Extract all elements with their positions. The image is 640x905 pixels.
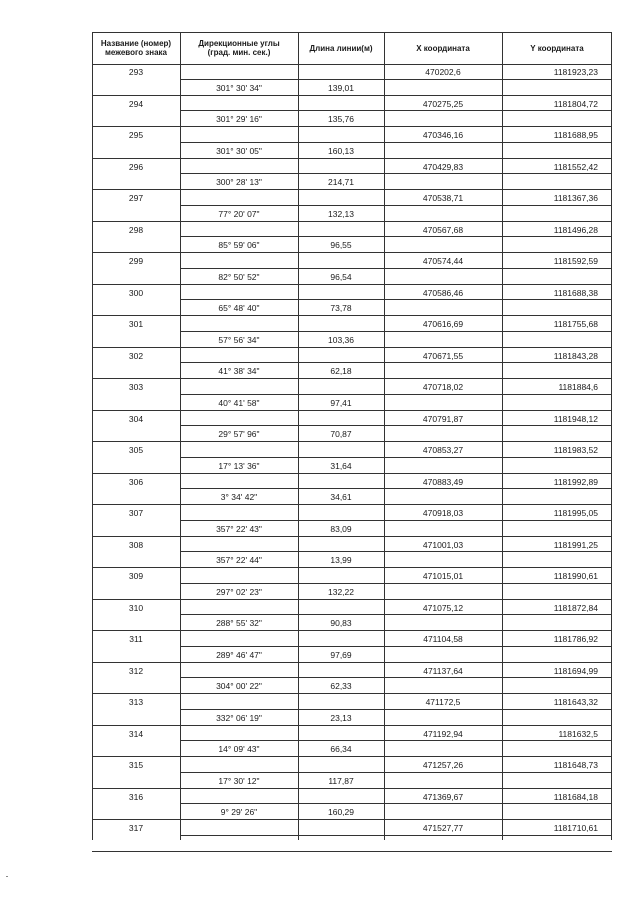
y-coordinate-value: 1181710,61 xyxy=(553,823,598,833)
y-coordinate-value: 1181367,36 xyxy=(553,193,598,203)
y-coordinate-cell xyxy=(502,130,612,140)
y-coordinate-cell xyxy=(502,382,612,392)
point-name-cell: 312 xyxy=(128,665,144,676)
line-length-cell: 132,22 xyxy=(328,586,354,597)
row-divider xyxy=(92,252,612,253)
column-divider xyxy=(384,32,385,840)
x-coordinate-cell: 470616,69 xyxy=(422,319,464,329)
x-coordinate-cell: 470567,68 xyxy=(422,224,464,235)
y-coordinate-value: 1181688,95 xyxy=(553,130,598,140)
row-divider xyxy=(180,173,612,174)
point-name-cell: 299 xyxy=(128,256,144,266)
direction-angle-cell: 14° 09' 43" xyxy=(218,744,260,755)
point-name-cell: 306 xyxy=(128,476,144,487)
line-length-cell: 97,41 xyxy=(330,397,352,408)
row-divider xyxy=(92,788,612,789)
y-coordinate-value: 1181694,99 xyxy=(553,665,598,676)
direction-angle-cell: 357° 22' 43" xyxy=(216,523,262,534)
y-coordinate-value: 1181872,84 xyxy=(553,602,598,613)
direction-angle-cell: 357° 22' 44" xyxy=(216,555,262,566)
direction-angle-cell: 289° 46' 47" xyxy=(216,649,262,660)
y-coordinate-cell xyxy=(502,256,612,266)
y-coordinate-cell xyxy=(502,193,612,203)
y-coordinate-value: 1181632,5 xyxy=(558,728,598,739)
row-divider xyxy=(180,835,612,836)
line-length-cell: 23,13 xyxy=(330,712,352,723)
row-divider xyxy=(92,221,612,222)
row-divider xyxy=(92,504,612,505)
line-length-cell: 96,54 xyxy=(330,271,352,282)
line-length-cell: 103,36 xyxy=(328,334,354,345)
row-divider xyxy=(92,693,612,694)
y-coordinate-value: 1181843,28 xyxy=(553,350,598,361)
y-coordinate-cell xyxy=(502,666,612,676)
row-divider xyxy=(92,32,612,33)
x-coordinate-cell: 470275,25 xyxy=(422,98,464,109)
y-coordinate-cell xyxy=(502,445,612,455)
line-length-cell: 31,64 xyxy=(330,460,352,471)
direction-angle-cell: 77° 20' 07" xyxy=(218,208,260,219)
x-coordinate-cell: 471172,5 xyxy=(425,697,461,707)
y-coordinate-cell xyxy=(502,225,612,235)
point-name-cell: 298 xyxy=(128,224,144,235)
x-coordinate-cell: 470671,55 xyxy=(422,350,464,361)
point-name-cell: 300 xyxy=(128,287,144,298)
header-direction-angle: Дирекционные углы (град. мин. сек.) xyxy=(198,39,280,57)
direction-angle-cell: 301° 30' 05" xyxy=(216,145,262,156)
line-length-cell: 62,33 xyxy=(330,681,352,692)
y-coordinate-value: 1181884,6 xyxy=(558,382,598,392)
row-divider xyxy=(180,457,612,458)
direction-angle-cell: 9° 29' 26" xyxy=(220,807,258,818)
row-divider xyxy=(92,662,612,663)
row-divider xyxy=(180,236,612,237)
header-line-length: Длина линии(м) xyxy=(309,43,373,53)
direction-angle-cell: 41° 38' 34" xyxy=(218,366,260,377)
y-coordinate-value: 1181995,05 xyxy=(553,508,598,518)
direction-angle-cell: 300° 28' 13" xyxy=(216,177,262,188)
direction-angle-cell: 57° 56' 34" xyxy=(218,334,260,345)
point-name-cell: 294 xyxy=(128,98,144,109)
y-coordinate-value: 1181992,89 xyxy=(553,476,598,487)
x-coordinate-cell: 470538,71 xyxy=(422,193,464,203)
row-divider xyxy=(180,677,612,678)
column-divider xyxy=(611,32,612,840)
row-divider xyxy=(92,410,612,411)
row-divider xyxy=(92,284,612,285)
x-coordinate-cell: 470791,87 xyxy=(422,413,464,424)
y-coordinate-value: 1181923,23 xyxy=(553,67,598,77)
line-length-cell: 160,29 xyxy=(328,807,354,818)
row-divider xyxy=(180,803,612,804)
direction-angle-cell: 301° 30' 34" xyxy=(216,82,262,93)
row-divider xyxy=(92,441,612,442)
x-coordinate-cell: 471104,58 xyxy=(423,634,463,644)
y-coordinate-value: 1181948,12 xyxy=(553,413,598,424)
y-coordinate-cell xyxy=(502,288,612,298)
y-coordinate-cell xyxy=(502,67,612,77)
x-coordinate-cell: 470586,46 xyxy=(422,287,464,298)
header-point-name: Название (номер) межевого знака xyxy=(100,39,172,57)
line-length-cell: 132,13 xyxy=(328,208,354,219)
y-coordinate-cell xyxy=(502,414,612,424)
row-divider xyxy=(92,126,612,127)
line-length-cell: 160,13 xyxy=(328,145,354,156)
header-y-coordinate: Y координата xyxy=(530,43,584,53)
x-coordinate-cell: 471369,67 xyxy=(422,791,464,802)
row-divider xyxy=(180,362,612,363)
x-coordinate-cell: 471137,64 xyxy=(423,665,463,676)
x-coordinate-cell: 470883,49 xyxy=(422,476,464,487)
x-coordinate-cell: 470574,44 xyxy=(422,256,464,266)
point-name-cell: 302 xyxy=(128,350,144,361)
row-divider xyxy=(180,551,612,552)
row-divider xyxy=(180,142,612,143)
row-divider xyxy=(92,473,612,474)
direction-angle-cell: 65° 48' 40" xyxy=(218,303,260,314)
scan-mark xyxy=(6,876,8,877)
line-length-cell: 117,87 xyxy=(328,775,354,786)
point-name-cell: 316 xyxy=(128,791,144,802)
line-length-cell: 214,71 xyxy=(328,177,354,188)
row-divider xyxy=(92,725,612,726)
y-coordinate-cell xyxy=(502,477,612,487)
point-name-cell: 310 xyxy=(128,602,144,613)
table-header xyxy=(92,32,612,64)
row-divider xyxy=(180,299,612,300)
row-divider xyxy=(92,189,612,190)
y-coordinate-value: 1181804,72 xyxy=(553,98,598,109)
row-divider xyxy=(180,394,612,395)
y-coordinate-cell xyxy=(502,603,612,613)
point-name-cell: 297 xyxy=(128,193,144,203)
y-coordinate-cell xyxy=(502,508,612,518)
row-divider xyxy=(180,614,612,615)
y-coordinate-cell xyxy=(502,792,612,802)
y-coordinate-cell xyxy=(502,697,612,707)
row-divider xyxy=(92,819,612,820)
line-length-cell: 13,99 xyxy=(330,555,352,566)
y-coordinate-cell xyxy=(502,760,612,770)
direction-angle-cell: 40° 41' 58" xyxy=(218,397,260,408)
y-coordinate-value: 1181983,52 xyxy=(553,445,598,455)
line-length-cell: 135,76 xyxy=(328,114,354,125)
y-coordinate-value: 1181688,38 xyxy=(553,287,598,298)
row-divider xyxy=(92,536,612,537)
y-coordinate-value: 1181684,18 xyxy=(553,791,598,802)
x-coordinate-cell: 471015,01 xyxy=(422,571,464,581)
y-coordinate-cell xyxy=(502,571,612,581)
point-name-cell: 295 xyxy=(128,130,144,140)
point-name-cell: 309 xyxy=(128,571,144,581)
y-coordinate-value: 1181643,32 xyxy=(553,697,598,707)
row-divider xyxy=(92,756,612,757)
x-coordinate-cell: 470718,02 xyxy=(422,382,464,392)
row-divider xyxy=(180,709,612,710)
boundary-coordinates-table xyxy=(92,32,612,840)
row-divider xyxy=(92,630,612,631)
row-divider xyxy=(180,110,612,111)
point-name-cell: 314 xyxy=(128,728,144,739)
point-name-cell: 301 xyxy=(128,319,144,329)
y-coordinate-value: 1181648,73 xyxy=(553,760,598,770)
line-length-cell: 66,34 xyxy=(330,744,352,755)
direction-angle-cell: 17° 30' 12" xyxy=(218,775,260,786)
point-name-cell: 296 xyxy=(128,161,144,172)
direction-angle-cell: 332° 06' 19" xyxy=(216,712,262,723)
y-coordinate-cell xyxy=(502,729,612,739)
y-coordinate-cell xyxy=(502,99,612,109)
y-coordinate-value: 1181552,42 xyxy=(553,161,598,172)
row-divider xyxy=(180,268,612,269)
row-divider xyxy=(92,64,612,65)
direction-angle-cell: 301° 29' 16" xyxy=(216,114,262,125)
y-coordinate-cell xyxy=(502,319,612,329)
y-coordinate-cell xyxy=(502,351,612,361)
x-coordinate-cell: 470202,6 xyxy=(425,67,461,77)
row-divider xyxy=(92,95,612,96)
y-coordinate-cell xyxy=(502,823,612,833)
y-coordinate-value: 1181786,92 xyxy=(553,634,598,644)
y-coordinate-cell xyxy=(502,634,612,644)
direction-angle-cell: 82° 50' 52" xyxy=(218,271,260,282)
y-coordinate-value: 1181755,68 xyxy=(553,319,598,329)
row-divider xyxy=(92,567,612,568)
header-x-coordinate: X координата xyxy=(416,43,470,53)
row-divider xyxy=(92,599,612,600)
direction-angle-cell: 85° 59' 06" xyxy=(218,240,260,251)
x-coordinate-cell: 470853,27 xyxy=(422,445,464,455)
column-divider xyxy=(502,32,503,840)
direction-angle-cell: 17° 13' 36" xyxy=(218,460,260,471)
point-name-cell: 293 xyxy=(128,67,144,77)
point-name-cell: 311 xyxy=(129,634,143,644)
row-divider xyxy=(180,772,612,773)
y-coordinate-value: 1181592,59 xyxy=(553,256,598,266)
row-divider xyxy=(92,378,612,379)
x-coordinate-cell: 470346,16 xyxy=(422,130,464,140)
x-coordinate-cell: 471527,77 xyxy=(422,823,464,833)
column-divider xyxy=(92,32,93,840)
x-coordinate-cell: 471192,94 xyxy=(423,728,463,739)
y-coordinate-cell xyxy=(502,540,612,550)
direction-angle-cell: 29° 57' 96" xyxy=(218,429,260,440)
point-name-cell: 307 xyxy=(128,508,144,518)
point-name-cell: 304 xyxy=(128,413,144,424)
point-name-cell: 303 xyxy=(128,382,144,392)
y-coordinate-value: 1181990,61 xyxy=(553,571,598,581)
x-coordinate-cell: 471257,26 xyxy=(422,760,464,770)
row-divider xyxy=(180,740,612,741)
row-divider xyxy=(92,851,612,852)
y-coordinate-value: 1181496,28 xyxy=(553,224,598,235)
x-coordinate-cell: 471001,03 xyxy=(422,539,464,550)
direction-angle-cell: 3° 34' 42" xyxy=(220,492,258,503)
direction-angle-cell: 297° 02' 23" xyxy=(216,586,262,597)
line-length-cell: 73,78 xyxy=(330,303,352,314)
direction-angle-cell: 288° 55' 32" xyxy=(216,618,262,629)
y-coordinate-cell xyxy=(502,162,612,172)
line-length-cell: 62,18 xyxy=(330,366,352,377)
row-divider xyxy=(180,425,612,426)
point-name-cell: 317 xyxy=(128,823,144,833)
line-length-cell: 90,83 xyxy=(330,618,352,629)
row-divider xyxy=(180,205,612,206)
line-length-cell: 34,61 xyxy=(330,492,352,503)
y-coordinate-value: 1181991,25 xyxy=(553,539,598,550)
row-divider xyxy=(180,646,612,647)
row-divider xyxy=(180,488,612,489)
row-divider xyxy=(92,347,612,348)
line-length-cell: 83,09 xyxy=(330,523,352,534)
x-coordinate-cell: 470429,83 xyxy=(422,161,464,172)
direction-angle-cell: 304° 00' 22" xyxy=(216,681,262,692)
line-length-cell: 70,87 xyxy=(330,429,352,440)
row-divider xyxy=(180,79,612,80)
row-divider xyxy=(180,520,612,521)
point-name-cell: 315 xyxy=(128,760,144,770)
row-divider xyxy=(92,315,612,316)
point-name-cell: 305 xyxy=(128,445,144,455)
x-coordinate-cell: 471075,12 xyxy=(422,602,464,613)
row-divider xyxy=(180,583,612,584)
line-length-cell: 139,01 xyxy=(328,82,354,93)
point-name-cell: 308 xyxy=(128,539,144,550)
point-name-cell: 313 xyxy=(128,697,144,707)
line-length-cell: 97,69 xyxy=(330,649,352,660)
x-coordinate-cell: 470918,03 xyxy=(422,508,464,518)
line-length-cell: 96,55 xyxy=(330,240,352,251)
row-divider xyxy=(92,158,612,159)
row-divider xyxy=(180,331,612,332)
